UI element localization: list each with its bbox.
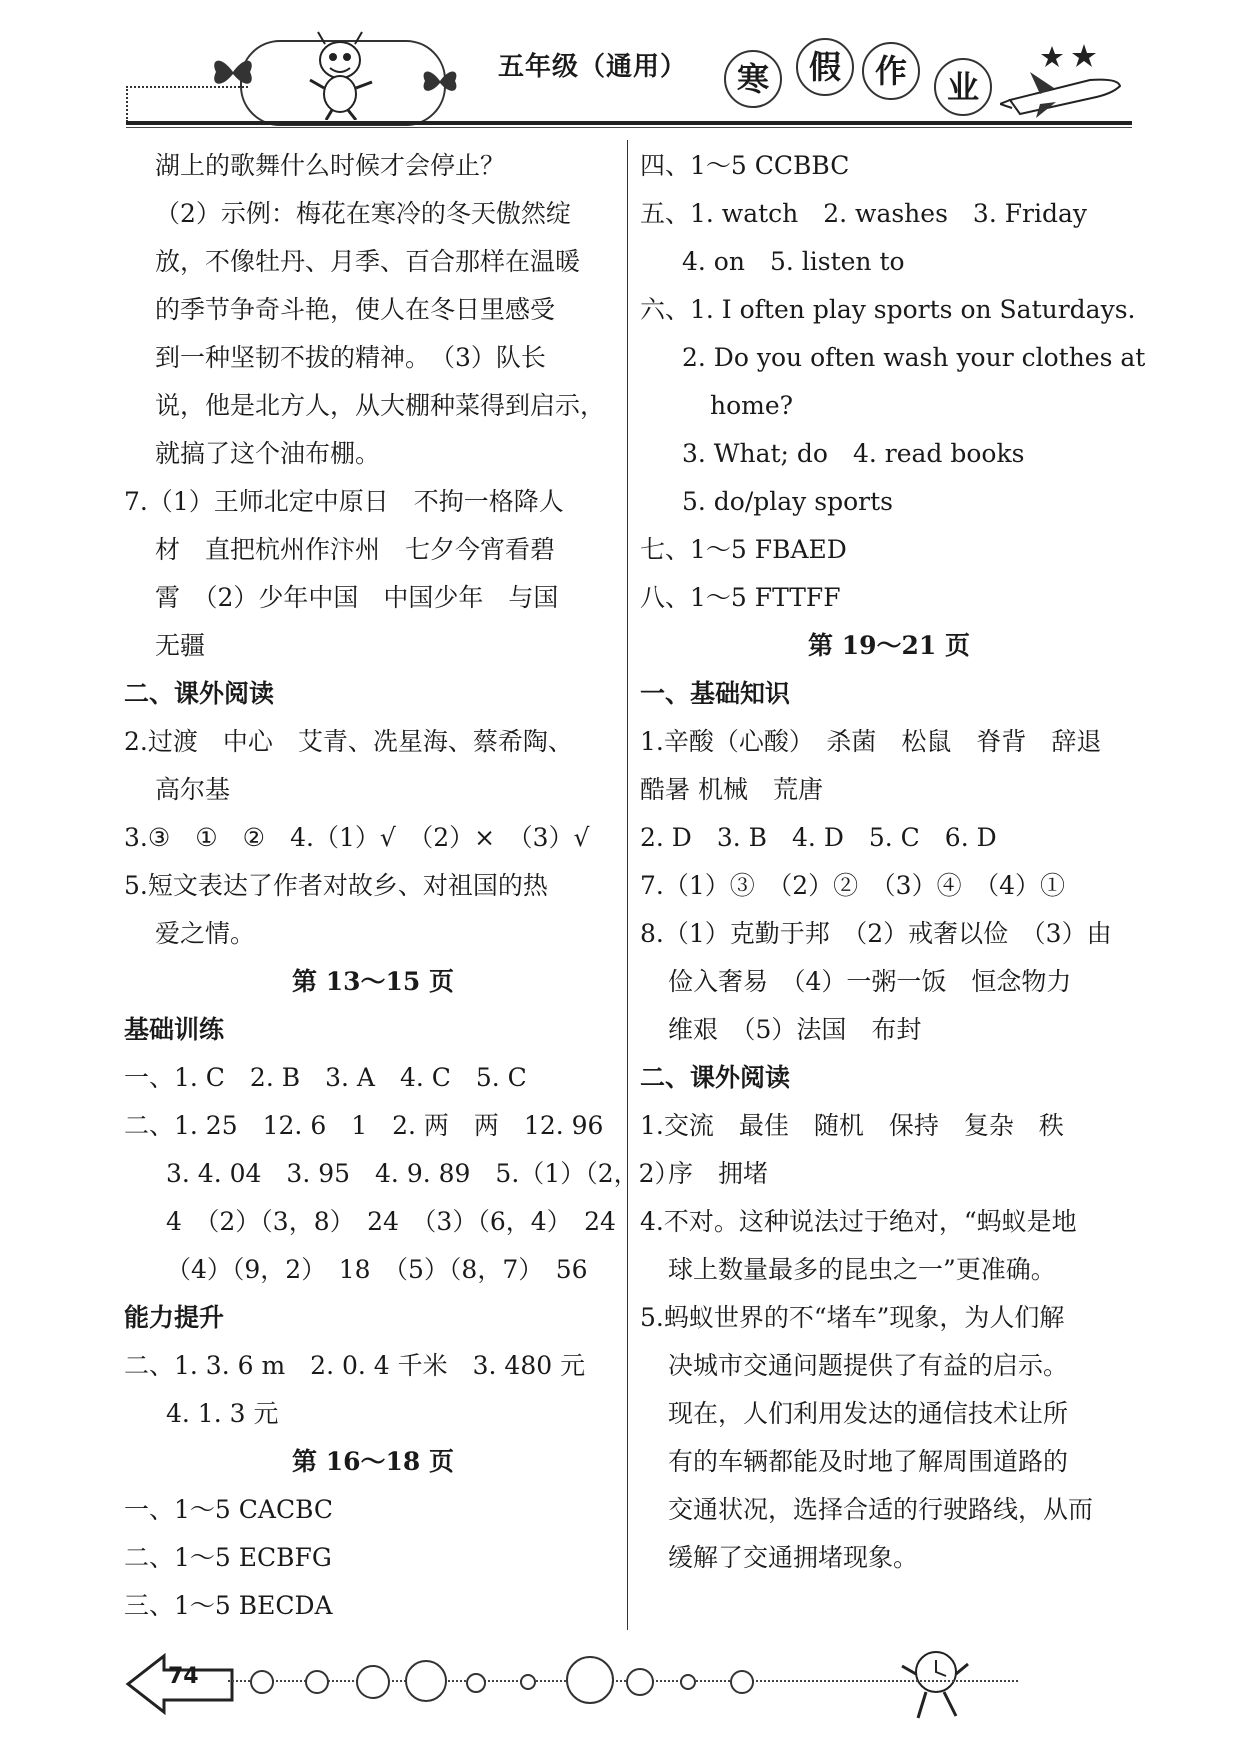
answer-line: 一、1. C 2. B 3. A 4. C 5. C [124, 1063, 527, 1092]
answer-line: 霄 （2）少年中国 中国少年 与国 [155, 583, 559, 612]
answer-line: （2）示例：梅花在寒冷的冬天傲然绽 [155, 199, 571, 228]
answer-line: 的季节争奇斗艳，使人在冬日里感受 [155, 295, 556, 324]
answer-line: 二、1. 3. 6 m 2. 0. 4 千米 3. 480 元 [124, 1351, 586, 1380]
page-number: 74 [168, 1664, 199, 1689]
answer-line: 爱之情。 [155, 919, 256, 948]
section-heading: 第 19～21 页 [808, 631, 970, 660]
section-heading: 一、基础知识 [640, 679, 791, 708]
answer-line: 7.（1）王师北定中原日 不拘一格降人 [124, 487, 564, 516]
answer-line: 维艰 （5）法国 布封 [668, 1015, 922, 1044]
title-seal: 业 [934, 58, 992, 116]
title-seal: 假 [796, 38, 854, 96]
answer-line: 到一种坚韧不拔的精神。 （3）队长 [155, 343, 546, 372]
grade-label: 五年级（通用） [498, 52, 688, 82]
butterfly-icon [420, 64, 460, 98]
answer-line: （4）（9，2） 18 （5）（8，7） 56 [166, 1255, 588, 1284]
answer-line: 7.（1）③ （2）② （3）④ （4）① [640, 871, 1065, 900]
footer-ring [356, 1665, 390, 1699]
footer-ring [520, 1674, 536, 1690]
answer-line: 球上数量最多的昆虫之一”更准确。 [668, 1255, 1056, 1284]
answer-line: 3. What; do 4. read books [682, 439, 1025, 468]
answer-line: 有的车辆都能及时地了解周围道路的 [668, 1447, 1069, 1476]
answer-line: 4. 1. 3 元 [166, 1399, 279, 1428]
answer-line: 1.辛酸（心酸） 杀菌 松鼠 脊背 辞退 [640, 727, 1102, 756]
footer-ring [466, 1673, 486, 1693]
answer-line: 5. do/play sports [682, 487, 893, 516]
answer-line: 3. 4. 04 3. 95 4. 9. 89 5.（1）（2，2） [166, 1159, 680, 1188]
answer-line: 俭入奢易 （4）一粥一饭 恒念物力 [668, 967, 1072, 996]
answer-line: 就搞了这个油布棚。 [155, 439, 381, 468]
footer-ring [626, 1668, 654, 1696]
answer-line: 四、1～5 CCBBC [640, 151, 850, 180]
answer-line: 决城市交通问题提供了有益的启示。 [668, 1351, 1069, 1380]
answer-line: 序 拥堵 [668, 1159, 769, 1188]
answer-line: 说，他是北方人，从大棚种菜得到启示， [155, 391, 606, 420]
answer-line: 材 直把杭州作汴州 七夕今宵看碧 [155, 535, 556, 564]
answer-line: 缓解了交通拥堵现象。 [668, 1543, 919, 1572]
page-header [0, 0, 1250, 140]
header-rule [126, 121, 1132, 125]
answer-line: 一、1～5 CACBC [124, 1495, 334, 1524]
answer-line: 二、1. 25 12. 6 1 2. 两 两 12. 96 [124, 1111, 604, 1140]
footer-ring [305, 1670, 329, 1694]
answer-line: 5.蚂蚁世界的不“堵车”现象，为人们解 [640, 1303, 1065, 1332]
answer-line: 2. Do you often wash your clothes at [682, 343, 1146, 372]
answer-line: 七、1～5 FBAED [640, 535, 847, 564]
answer-line: 现在，人们利用发达的通信技术让所 [668, 1399, 1069, 1428]
answer-line: 4. on 5. listen to [682, 247, 905, 276]
running-clock-icon [900, 1644, 970, 1724]
answer-line: 湖上的歌舞什么时候才会停止？ [155, 151, 506, 180]
answer-line: home? [710, 391, 794, 420]
footer-ring [250, 1670, 274, 1694]
answer-line: 2.过渡 中心 艾青、冼星海、蔡希陶、 [124, 727, 573, 756]
answer-line: 8.（1）克勤于邦 （2）戒奢以俭 （3）由 [640, 919, 1112, 948]
footer-ring [405, 1660, 447, 1702]
answer-line: 3.③ ① ② 4.（1）√ （2）× （3）√ [124, 823, 590, 852]
header-rule-thin [126, 127, 1132, 128]
answer-line: 二、1～5 ECBFG [124, 1543, 332, 1572]
answer-line: 5.短文表达了作者对故乡、对祖国的热 [124, 871, 548, 900]
footer-ring [566, 1656, 614, 1704]
section-heading: 二、课外阅读 [124, 679, 275, 708]
answer-line: 放，不像牡丹、月季、百合那样在温暖 [155, 247, 581, 276]
footer-ring [730, 1670, 754, 1694]
answer-line: 无疆 [155, 631, 206, 660]
answer-line: 酷暑 机械 荒唐 [640, 775, 823, 804]
answer-line: 高尔基 [155, 775, 231, 804]
answer-line: 4.不对。这种说法过于绝对，“蚂蚁是地 [640, 1207, 1077, 1236]
answer-line: 1.交流 最佳 随机 保持 复杂 秩 [640, 1111, 1064, 1140]
section-heading: 二、课外阅读 [640, 1063, 791, 1092]
answer-line: 八、1～5 FTTFF [640, 583, 841, 612]
answer-line: 五、1. watch 2. washes 3. Friday [640, 199, 1088, 228]
mascot-dragon-icon [300, 30, 380, 120]
answer-line: 2. D 3. B 4. D 5. C 6. D [640, 823, 997, 852]
section-heading: 第 16～18 页 [292, 1447, 454, 1476]
page-footer [0, 1640, 1250, 1760]
answer-line: 六、1. I often play sports on Saturdays. [640, 295, 1136, 324]
footer-dotted-line [228, 1680, 1018, 1682]
footer-ring [680, 1674, 696, 1690]
answer-line: 交通状况，选择合适的行驶路线，从而 [668, 1495, 1094, 1524]
answer-line: 4 （2）（3，8） 24 （3）（6，4） 24 [166, 1207, 616, 1236]
butterfly-icon [210, 52, 256, 92]
title-seal: 作 [862, 42, 920, 100]
answer-line: 三、1～5 BECDA [124, 1591, 333, 1620]
section-heading: 能力提升 [124, 1303, 225, 1332]
section-heading: 基础训练 [124, 1015, 225, 1044]
stars-icon [1040, 44, 1104, 72]
title-seal: 寒 [724, 50, 782, 108]
column-divider [627, 140, 628, 1630]
section-heading: 第 13～15 页 [292, 967, 454, 996]
